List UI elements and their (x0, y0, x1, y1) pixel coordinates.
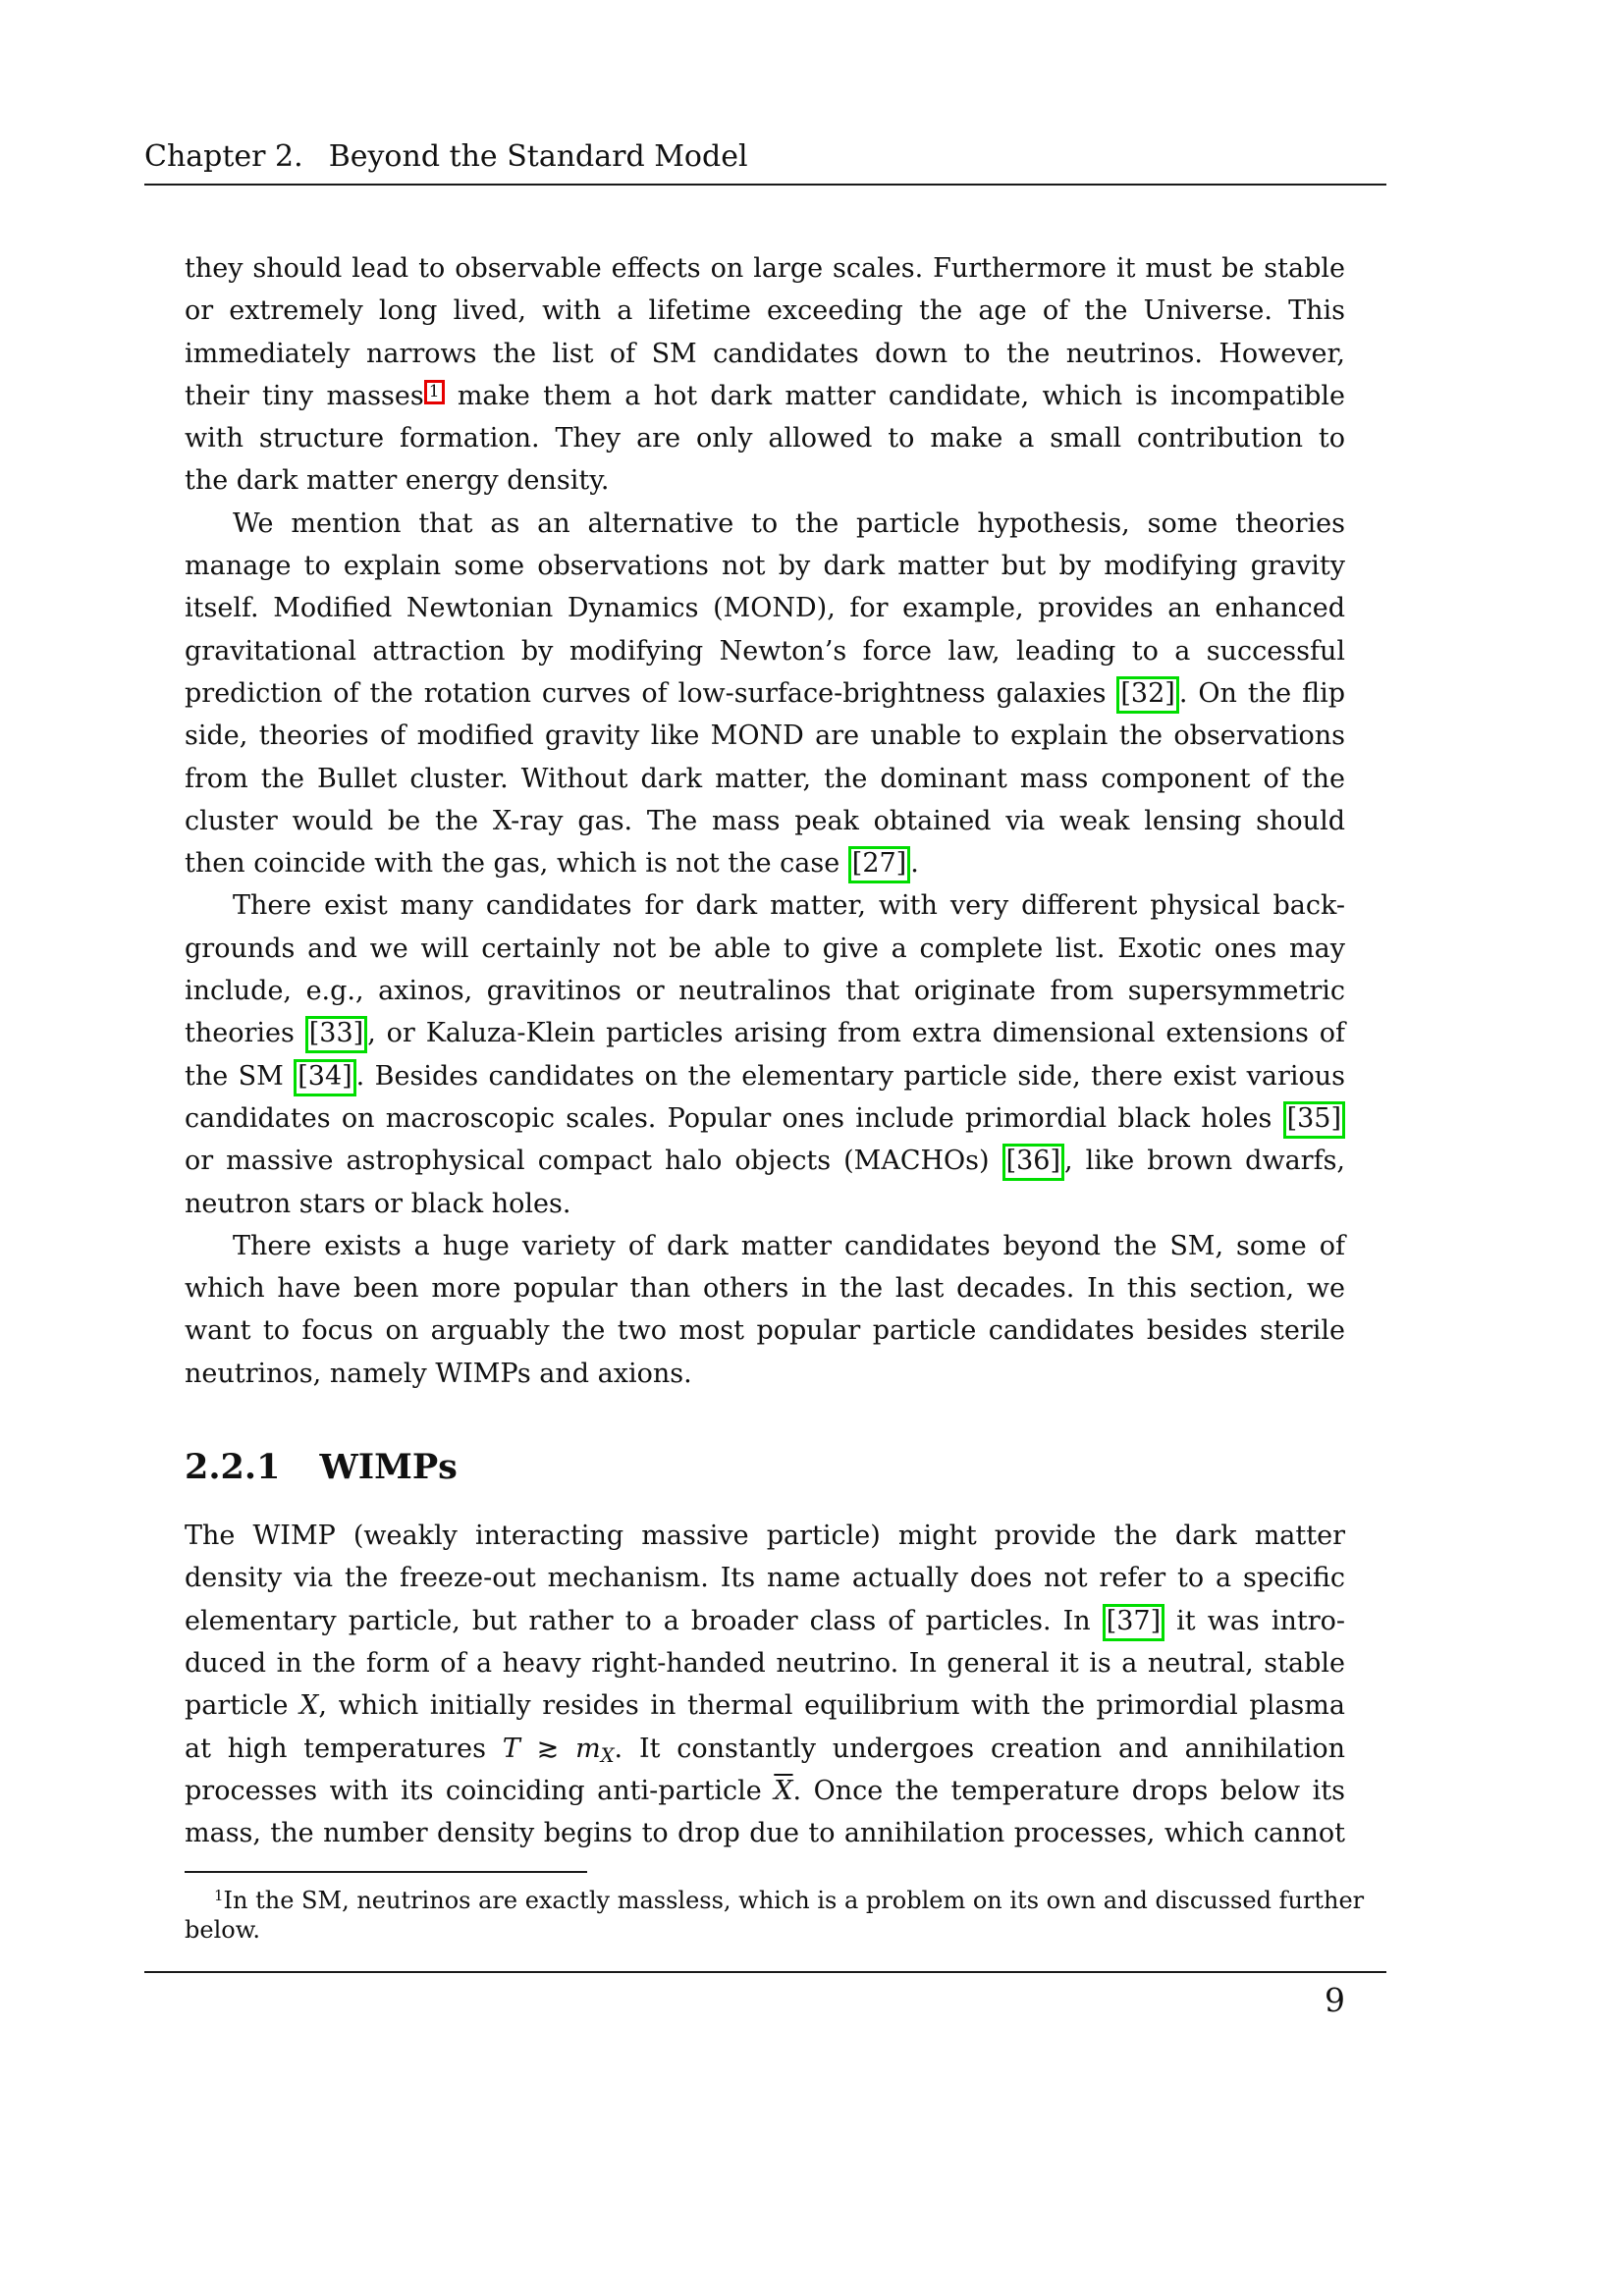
text-line (185, 290, 1345, 332)
text-run: side, theories of modified gravity like MOND are unable to explain the observations (185, 721, 1345, 752)
paragraph (185, 884, 1345, 1224)
text-run: make them a hot dark matter candidate, which is incompatible (444, 380, 1345, 411)
text-run (559, 1734, 575, 1764)
math-symbol: T (502, 1733, 520, 1764)
text-line (185, 587, 1345, 629)
math-relation-symbol: ≳ (536, 1733, 560, 1764)
text-run: . It constantly undergoes creation and annihilation (614, 1733, 1345, 1764)
citation-link[interactable]: [27] (848, 846, 910, 883)
citation-link[interactable]: [37] (1103, 1604, 1164, 1641)
text-run: elementary particle, but rather to a broader class of particles. In (185, 1605, 1103, 1636)
section-number: 2.2.1 (185, 1447, 281, 1488)
text-line (185, 1770, 1345, 1812)
text-run: they should lead to observable effects on large scales. Furthermore it must be stable (185, 253, 1345, 284)
text-run: The WIMP (weakly interacting massive particle) might provide the dark matter (185, 1521, 1345, 1552)
text-run: which have been more popular than others in the last decades. In this section, we (185, 1273, 1345, 1305)
text-line (185, 1642, 1345, 1684)
math-symbol-bar: $\overline{X}$ (774, 1775, 793, 1806)
footnote-number: 1 (214, 1887, 224, 1904)
text-run: or extremely long lived, with a lifetime exceeding the age of the Universe. This (185, 295, 1345, 327)
text-line (185, 1309, 1345, 1352)
section-heading (185, 1446, 1345, 1489)
text-line (185, 630, 1345, 672)
text-run: density via the freeze-out mechanism. Its name actually does not refer to a specific (185, 1563, 1345, 1594)
text-run: at high temperatures (185, 1733, 503, 1764)
text-run: . Besides candidates on the elementary particle side, there exist various (355, 1060, 1345, 1092)
text-line (185, 672, 1345, 715)
chapter-title: Beyond the Standard Model (328, 139, 748, 174)
text-line (185, 1183, 1345, 1225)
text-run: it was intro- (1164, 1605, 1345, 1636)
text-run: prediction of the rotation curves of low-surface-brightness galaxies (185, 677, 1117, 709)
text-run: or massive astrophysical compact halo objects (MACHOs) (185, 1146, 1002, 1177)
text-run: particle (185, 1690, 300, 1722)
footnote-rule (185, 1871, 587, 1873)
text-line (185, 842, 1345, 884)
text-run: the SM (185, 1060, 295, 1092)
text-line (185, 1557, 1345, 1599)
text-run: We mention that as an alternative to the particle hypothesis, some theories (233, 507, 1345, 539)
text-run: include, e.g., axinos, gravitinos or neutralinos that originate from supersymmetric (185, 976, 1345, 1007)
footnote-text: In the SM, neutrinos are exactly massless, which is a problem on its own and discussed further (223, 1887, 1365, 1914)
text-line (185, 247, 1345, 290)
text-line (185, 1225, 1345, 1267)
text-line (185, 1684, 1345, 1727)
text-run: gravitational attraction by modifying Newton’s force law, leading to a successful (185, 635, 1345, 667)
text-line (185, 970, 1345, 1012)
footer-rule (144, 1971, 1386, 1973)
text-line (185, 1812, 1345, 1854)
citation-link[interactable]: [34] (294, 1059, 355, 1096)
paragraph (185, 1515, 1345, 1854)
text-line (185, 1600, 1345, 1642)
text-run: then coincide with the gas, which is not the case (185, 848, 848, 880)
text-run: want to focus on arguably the two most popular particle candidates besides sterile (185, 1315, 1345, 1347)
text-run: , or Kaluza-Klein particles arising from extra dimensional extensions of (367, 1018, 1345, 1049)
math-symbol: X (299, 1690, 319, 1722)
text-run: . Once the temperature drops below its (792, 1775, 1345, 1806)
text-run: mass, the number density begins to drop due to annihilation processes, which cannot (185, 1818, 1345, 1849)
citation-link[interactable]: [36] (1002, 1144, 1064, 1181)
math-subscript: X (600, 1743, 615, 1767)
text-run: neutrinos, namely WIMPs and axions. (185, 1358, 692, 1389)
text-run: immediately narrows the list of SM candidates down to the neutrinos. However, (185, 338, 1345, 369)
paragraph (185, 503, 1345, 885)
text-run: itself. Modified Newtonian Dynamics (MOND), for example, provides an enhanced (185, 593, 1345, 624)
text-run: . On the flip (1178, 677, 1345, 709)
text-line (185, 800, 1345, 842)
text-run: grounds and we will certainly not be able to give a complete list. Exotic ones may (185, 933, 1345, 964)
text-line (185, 1353, 1345, 1395)
text-line (185, 1055, 1345, 1097)
text-line (185, 333, 1345, 375)
text-run (520, 1734, 537, 1764)
text-run: manage to explain some observations not by dark matter but by modifying gravity (185, 551, 1345, 582)
text-line (185, 375, 1345, 417)
text-run: processes with its coinciding anti-particle (185, 1775, 775, 1806)
text-run: the dark matter energy density. (185, 465, 610, 497)
footnote-line (185, 1879, 1365, 1914)
text-line (185, 758, 1345, 800)
paragraph (185, 247, 1345, 503)
text-run: duced in the form of a heavy right-handed neutrino. In general it is a neutral, stable (185, 1647, 1345, 1679)
text-line (185, 459, 1345, 502)
citation-link[interactable]: [32] (1116, 676, 1178, 714)
page-body (185, 247, 1345, 1854)
citation-link[interactable]: [33] (305, 1016, 367, 1053)
text-line (185, 715, 1345, 757)
text-run: There exists a huge variety of dark matter candidates beyond the SM, some of (233, 1230, 1345, 1261)
math-symbol: m (575, 1733, 601, 1764)
text-run: their tiny masses (185, 380, 424, 411)
paragraph (185, 1225, 1345, 1395)
text-line (185, 1267, 1345, 1309)
text-run: candidates on macroscopic scales. Popular ones include primordial black holes (185, 1102, 1283, 1134)
text-run: , like brown dwarfs, (1064, 1146, 1346, 1177)
text-run: , which initially resides in thermal equilibrium with the primordial plasma (318, 1690, 1345, 1722)
text-line (185, 503, 1345, 545)
page-number: 9 (1325, 1981, 1345, 2019)
text-run: neutron stars or black holes. (185, 1188, 571, 1219)
footnote-marker-link[interactable]: 1 (424, 380, 445, 404)
footnote (185, 1879, 1365, 1948)
text-line (185, 1140, 1345, 1182)
footnote-line: below. (185, 1916, 261, 1944)
text-line (185, 884, 1345, 927)
text-run: from the Bullet cluster. Without dark matter, the dominant mass component of the (185, 763, 1345, 794)
text-line (185, 928, 1345, 970)
text-line (185, 1097, 1345, 1140)
text-line (185, 545, 1345, 587)
text-run: theories (185, 1018, 305, 1049)
text-line (185, 1012, 1345, 1054)
chapter-label: Chapter 2. (144, 139, 303, 174)
text-line (185, 1515, 1345, 1557)
text-run: with structure formation. They are only allowed to make a small contribution to (185, 423, 1345, 454)
header-rule (144, 184, 1386, 186)
text-line (185, 417, 1345, 459)
text-run: There exist many candidates for dark matter, with very different physical back- (233, 890, 1345, 922)
citation-link[interactable]: [35] (1283, 1101, 1345, 1139)
text-line (185, 1728, 1345, 1770)
running-header (144, 139, 1386, 175)
text-run: cluster would be the X-ray gas. The mass peak obtained via weak lensing should (185, 805, 1345, 836)
text-run: . (910, 848, 919, 880)
section-title: WIMPs (319, 1447, 458, 1488)
